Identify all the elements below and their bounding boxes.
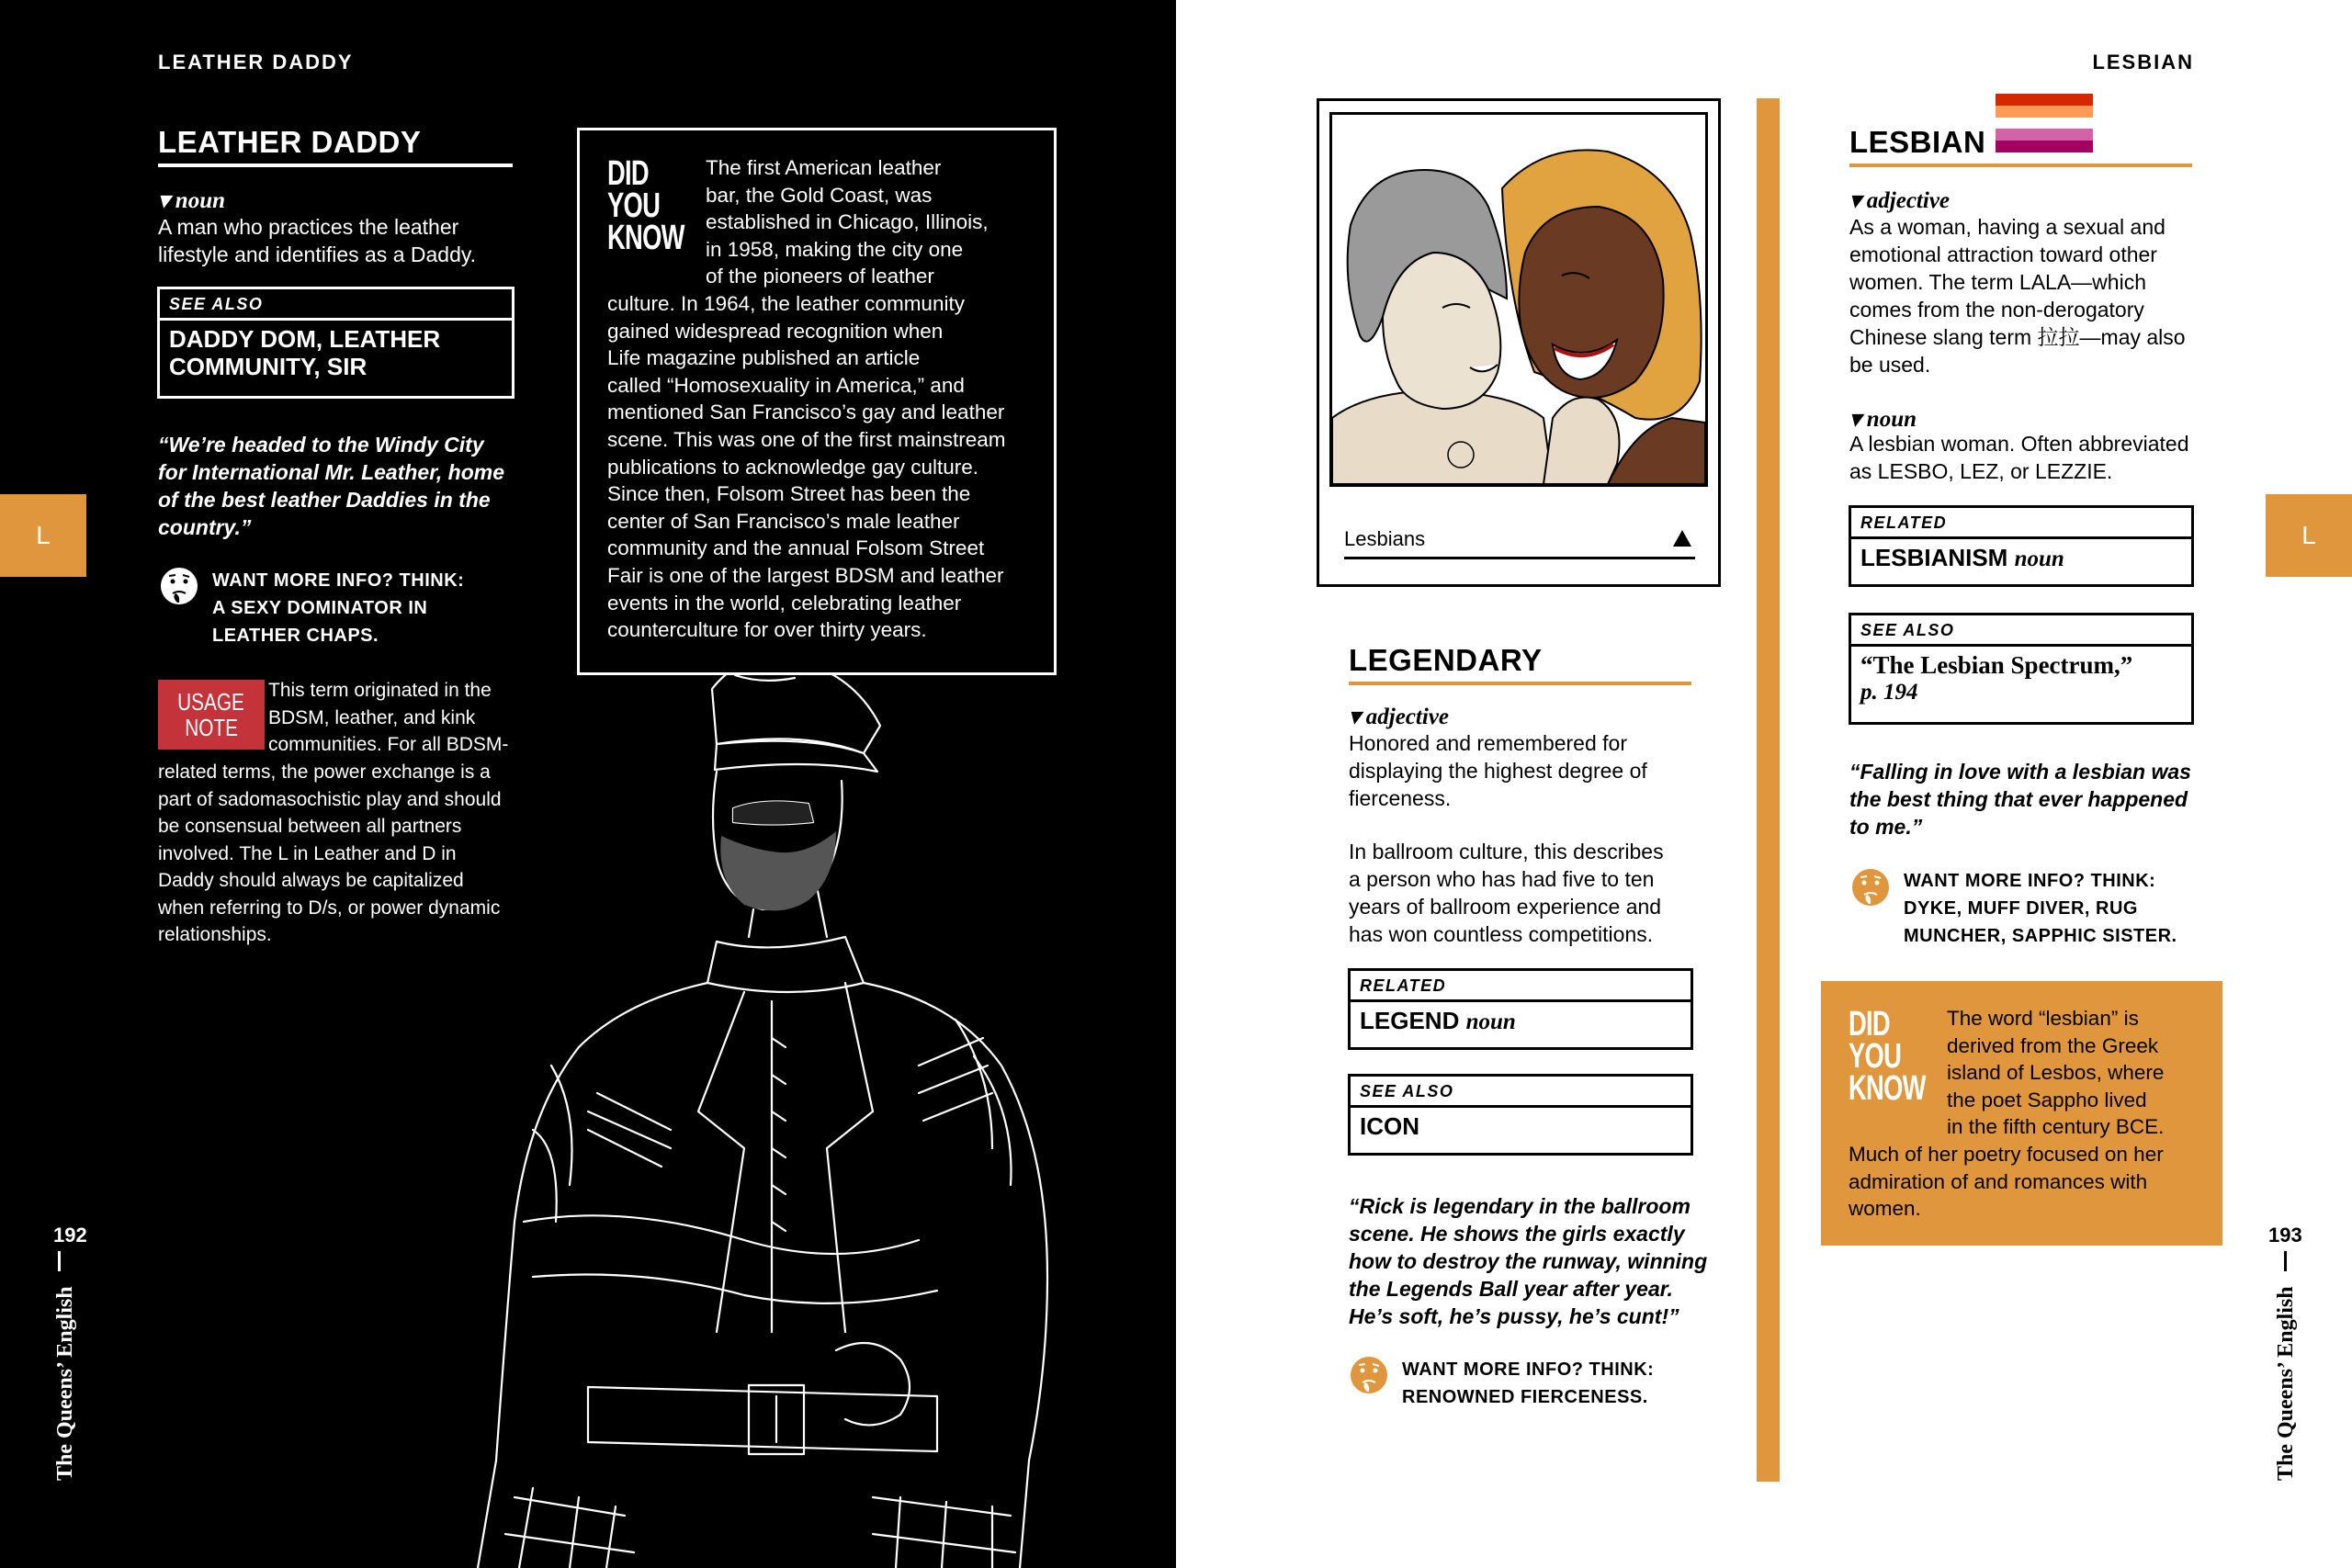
lesbian-definition-noun: A lesbian woman. Often abbreviated as LESBO, LEZ, or LEZZIE. bbox=[1849, 432, 2189, 483]
folio-rule bbox=[2284, 1251, 2287, 1271]
related-label: RELATED bbox=[1851, 508, 2191, 539]
lesbian-pos-adjective: ▾ adjective bbox=[1849, 188, 1951, 213]
lesbian-pos-noun: ▾ noun bbox=[1849, 407, 1917, 432]
legendary-pos: ▾ adjective bbox=[1349, 705, 1450, 729]
related-label: RELATED bbox=[1351, 971, 1690, 1002]
did-you-know-intro: The word “lesbian” is derived from the Greek island of Lesbos, where the poet Sappho lived in the fifth century BCE. bbox=[1947, 1007, 2165, 1139]
lesbian-did-you-know-box bbox=[1821, 981, 2222, 1246]
example-quote: “We’re headed to the Windy City for International Mr. Leather, home of the best leather Daddies in the country.” bbox=[158, 433, 505, 539]
thinking-face-icon bbox=[1850, 867, 1891, 908]
entry-term: LEATHER DADDY bbox=[158, 125, 422, 159]
legendary-more-info: WANT MORE INFO? THINK: RENOWNED FIERCENESS. bbox=[1402, 1359, 1655, 1407]
photo-caption: Lesbians bbox=[1344, 527, 1426, 550]
did-you-know-box bbox=[577, 128, 1057, 675]
see-also-term[interactable]: ICON bbox=[1360, 1112, 1419, 1140]
lesbian-quote: “Falling in love with a lesbian was the best thing that ever happened to me.” bbox=[1849, 760, 2191, 839]
folio-rule bbox=[58, 1251, 61, 1271]
leather-man-illustration bbox=[441, 634, 1084, 1568]
usage-note-intro: This term originated in the BDSM, leather, and kink communities. For all BDSM- bbox=[268, 680, 509, 755]
lesbian-rule bbox=[1849, 164, 2192, 167]
right-page bbox=[1176, 0, 2352, 1568]
legendary-rule bbox=[1349, 682, 1691, 685]
part-of-speech: ▾ noun bbox=[158, 188, 226, 213]
more-info: WANT MORE INFO? THINK: A SEXY DOMINATOR IN LEATHER CHAPS. bbox=[212, 570, 465, 646]
lesbian-term: LESBIAN bbox=[1849, 125, 1986, 159]
illustration-frame bbox=[1329, 112, 1708, 487]
see-also-label: SEE ALSO bbox=[160, 289, 512, 321]
see-also-box bbox=[157, 287, 514, 399]
term-rule bbox=[158, 164, 513, 167]
running-head: LESBIAN bbox=[2092, 51, 2194, 73]
legendary-related-box bbox=[1348, 968, 1693, 1050]
legendary-see-also-box bbox=[1348, 1074, 1693, 1156]
did-you-know-text: culture. In 1964, the leather community gained widespread recognition when Life magazine published an article called “Homosexuality in America,” and mentioned San Francisco’s gay and leather scene. This was one of the first mainstream publications to acknowledge gay culture. Since then, Folsom Street has been the center of San Francisco’s male leather community and the annual Folsom Street Fair is one of the largest BDSM and leather events in the world, celebrating leather counterculture for over thirty years. bbox=[607, 292, 1006, 642]
book-title: The Queens’ English bbox=[53, 1286, 77, 1481]
illustration-card bbox=[1317, 98, 1721, 587]
triangle-up-icon bbox=[1672, 529, 1692, 547]
letter-tab: L bbox=[0, 494, 86, 577]
lesbian-related-box bbox=[1849, 505, 2194, 587]
see-also-label: SEE ALSO bbox=[1851, 615, 2191, 647]
column-accent-bar bbox=[1757, 98, 1780, 1482]
lesbian-flag bbox=[1996, 94, 2093, 152]
lesbian-definition-adjective: As a woman, having a sexual and emotional attraction toward other women. The term LALA—which comes from the non-derogatory Chinese slang term 拉拉—may also be used. bbox=[1849, 215, 2186, 377]
related-term[interactable]: LESBIANISM noun bbox=[1860, 544, 2064, 571]
running-head: LEATHER DADDY bbox=[158, 51, 354, 73]
did-you-know-heading: DID YOU KNOW bbox=[607, 154, 684, 257]
caption-rule bbox=[1344, 557, 1695, 559]
definition: A man who practices the leather lifestyle and identifies as a Daddy. bbox=[158, 215, 477, 266]
legendary-definition-ballroom: In ballroom culture, this describes a person who has had five to ten years of ballroom experience and has won countless competitions. bbox=[1349, 840, 1664, 946]
did-you-know-text: Much of her poetry focused on her admiration of and romances with women. bbox=[1849, 1143, 2164, 1221]
see-also-terms[interactable]: DADDY DOM, LEATHER COMMUNITY, SIR bbox=[169, 325, 441, 380]
did-you-know-intro: The first American leather bar, the Gold Coast, was established in Chicago, Illinois, in 1958, making the city one of the pioneers of leather bbox=[706, 156, 989, 288]
legendary-term: LEGENDARY bbox=[1349, 643, 1543, 677]
page-number: 193 bbox=[2268, 1224, 2302, 1247]
letter-tab: L bbox=[2266, 494, 2352, 577]
lesbian-more-info: WANT MORE INFO? THINK: DYKE, MUFF DIVER, RUG MUNCHER, SAPPHIC SISTER. bbox=[1904, 871, 2177, 946]
book-title: The Queens’ English bbox=[2274, 1286, 2298, 1481]
usage-note-badge: USAGE NOTE bbox=[158, 680, 265, 750]
thinking-face-icon bbox=[159, 566, 199, 606]
see-also-label: SEE ALSO bbox=[1351, 1077, 1690, 1108]
did-you-know-heading: DID YOU KNOW bbox=[1849, 1005, 1926, 1108]
related-term[interactable]: LEGEND noun bbox=[1360, 1007, 1516, 1034]
lesbians-illustration bbox=[1332, 115, 1705, 484]
legendary-definition: Honored and remembered for displaying the highest degree of fierceness. bbox=[1349, 731, 1647, 810]
page-number: 192 bbox=[53, 1224, 87, 1247]
lesbian-see-also-box bbox=[1849, 613, 2194, 725]
usage-note-text: related terms, the power exchange is a part of sadomasochistic play and should be consensual between all partners involved. The L in Leather and D in Daddy should always be capitalized when referring to D/s, or power dynamic relationships. bbox=[158, 761, 502, 945]
legendary-quote: “Rick is legendary in the ballroom scene. He shows the girls exactly how to destroy the runway, winning the Legends Ball year after year. He’s soft, he’s pussy, he’s cunt!” bbox=[1349, 1194, 1708, 1328]
see-also-reference[interactable]: “The Lesbian Spectrum,” p. 194 bbox=[1860, 651, 2133, 705]
thinking-face-icon bbox=[1349, 1355, 1389, 1395]
